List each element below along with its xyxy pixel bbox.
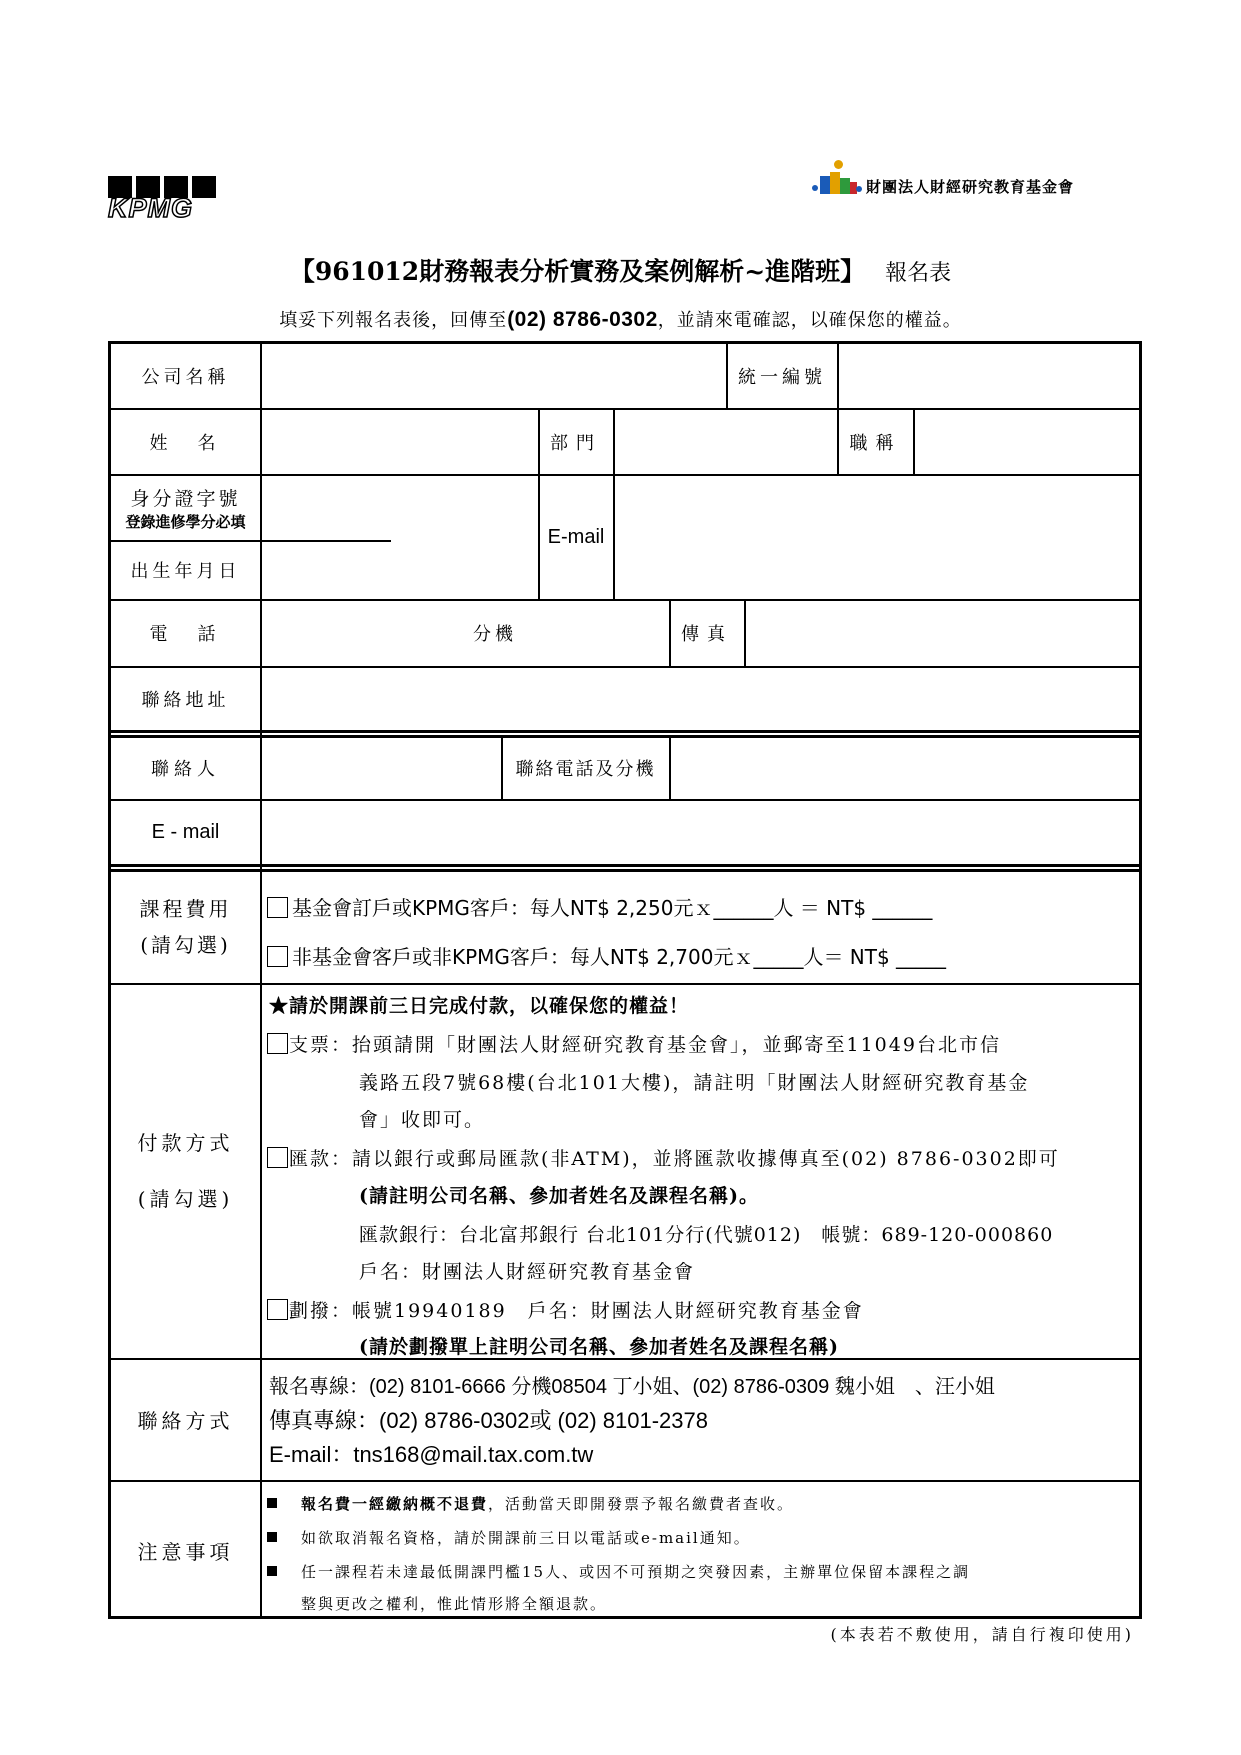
contact-person-label: 聯絡人 xyxy=(151,759,220,780)
contact-email-input[interactable] xyxy=(261,800,1138,864)
email-input[interactable] xyxy=(614,475,1138,599)
payment-label: 付款方式 xyxy=(137,1131,234,1155)
id-number-input[interactable] xyxy=(261,475,538,540)
course-title: 【961012財務報表分析實務及案例解析~進階班】 xyxy=(289,257,866,286)
phone-label: 電 話 xyxy=(149,624,222,645)
note-course-change-cont: 整與更改之權利，惟此情形將全額退款。 xyxy=(301,1595,608,1613)
phone-input[interactable] xyxy=(261,600,669,666)
address-label: 聯絡地址 xyxy=(141,689,230,711)
company-name-label: 公司名稱 xyxy=(141,367,230,388)
fee-label: 課程費用 xyxy=(139,897,232,921)
fee-option-nonsubscriber[interactable]: 非基金會客戶或非KPMG客戶：每人NT$ 2,700元ｘ_____人＝ NT$ _____ xyxy=(267,941,946,970)
fee-label-sub: (請勾選) xyxy=(140,933,231,957)
id-number-label: 身分證字號 xyxy=(130,487,241,510)
contact-email-line[interactable]: E-mail：tns168@mail.tax.com.tw xyxy=(269,1442,594,1467)
contact-email-label: E - mail xyxy=(151,820,220,843)
payment-check-line3: 會」收即可。 xyxy=(359,1109,486,1131)
job-title-label: 職稱 xyxy=(849,432,902,454)
fax-label: 傳真 xyxy=(681,624,733,645)
department-input[interactable] xyxy=(614,409,837,474)
fee-option-subscriber-checkbox[interactable] xyxy=(267,897,288,918)
tax-id-label: 統一編號 xyxy=(738,367,826,388)
note-course-change: 任一課程若未達最低開課門檻15人、或因不可預期之突發因素，主辦單位保留本課程之調 xyxy=(267,1561,970,1582)
name-label: 姓 名 xyxy=(149,432,222,454)
extension-label: 分機 xyxy=(473,624,517,645)
contact-phone-input[interactable] xyxy=(670,737,1138,799)
payment-postal-line1: 劃撥：帳號19940189 戶名：財團法人財經研究教育基金會 xyxy=(267,1296,864,1323)
foundation-emblem-icon xyxy=(812,158,862,198)
kpmg-logo xyxy=(108,176,216,223)
footer-note: (本表若不敷使用，請自行複印使用) xyxy=(830,1625,1134,1644)
payment-label-group xyxy=(111,984,260,1358)
payment-postal-line2: (請於劃撥單上註明公司名稱、參加者姓名及課程名稱) xyxy=(359,1336,839,1358)
fax-input[interactable] xyxy=(745,600,1138,666)
payment-remit-line1: 匯款：請以銀行或郵局匯款(非ATM)，並將匯款收據傳真至(02) 8786-0302即可 xyxy=(267,1144,1060,1171)
birth-date-label: 出生年月日 xyxy=(130,561,241,582)
payment-label-sub: (請勾選) xyxy=(137,1187,234,1211)
foundation-logo xyxy=(812,154,1074,198)
contact-phone-label: 聯絡電話及分機 xyxy=(515,759,656,780)
contact-fax-line: 傳真專線：(02) 8786-0302或 (02) 8101-2378 xyxy=(269,1408,709,1433)
contact-registration-line: 報名專線：(02) 8101-6666 分機08504 丁小姐、(02) 8786-0309 魏小姐 、汪小姐 xyxy=(269,1376,995,1398)
id-number-note: 登錄進修學分必填 xyxy=(125,512,246,531)
payment-remit-account-name: 戶名：財團法人財經研究教育基金會 xyxy=(359,1261,696,1283)
fee-label-group xyxy=(111,871,260,983)
contact-method-label: 聯絡方式 xyxy=(137,1409,234,1433)
note-no-refund: 報名費一經繳納概不退費，活動當天即開發票予報名繳費者查收。 xyxy=(267,1493,794,1514)
id-number-label-group xyxy=(111,475,260,540)
form-title xyxy=(0,252,1241,288)
name-input[interactable] xyxy=(261,409,538,474)
foundation-name: 財團法人財經研究教育基金會 xyxy=(866,178,1075,196)
payment-check-line2: 義路五段7號68樓(台北101大樓)，請註明「財團法人財經研究教育基金 xyxy=(359,1072,1030,1094)
fee-option-nonsubscriber-checkbox[interactable] xyxy=(267,946,288,967)
company-name-input[interactable] xyxy=(261,344,726,408)
fee-option-subscriber[interactable]: 基金會訂戶或KPMG客戶：每人NT$ 2,250元ｘ______人 ＝ NT$ ______ xyxy=(267,892,932,921)
payment-check-line1: 支票：抬頭請開「財團法人財經研究教育基金會」，並郵寄至11049台北市信 xyxy=(267,1030,1001,1057)
note-cancellation: 如欲取消報名資格，請於開課前三日以電話或e-mail通知。 xyxy=(267,1527,751,1548)
fax-number: (02) 8786-0302 xyxy=(507,308,658,331)
notes-label: 注意事項 xyxy=(137,1539,234,1564)
job-title-input[interactable] xyxy=(914,409,1138,474)
department-label: 部門 xyxy=(550,432,602,454)
kpmg-logo-text: KPMG xyxy=(108,193,193,223)
tax-id-input[interactable] xyxy=(838,344,1138,408)
contact-person-input[interactable] xyxy=(261,737,501,799)
form-type: 報名表 xyxy=(885,261,952,286)
submission-instruction: 填妥下列報名表後，回傳至(02) 8786-0302，並請來電確認，以確保您的權益。 xyxy=(279,308,962,331)
payment-deadline: ★請於開課前三日完成付款，以確保您的權益！ xyxy=(269,995,690,1017)
payment-remit-checkbox[interactable] xyxy=(267,1147,288,1168)
payment-remit-bank: 匯款銀行：台北富邦銀行 台北101分行(代號012) 帳號：689-120-000860 xyxy=(359,1224,1054,1246)
address-input[interactable] xyxy=(261,667,1138,730)
birth-date-input[interactable] xyxy=(261,541,538,599)
payment-postal-checkbox[interactable] xyxy=(267,1299,288,1320)
payment-remit-line2: (請註明公司名稱、參加者姓名及課程名稱)。 xyxy=(359,1185,759,1207)
email-label: E-mail xyxy=(547,525,605,548)
registration-form xyxy=(108,341,1142,1619)
payment-check-checkbox[interactable] xyxy=(267,1033,288,1054)
